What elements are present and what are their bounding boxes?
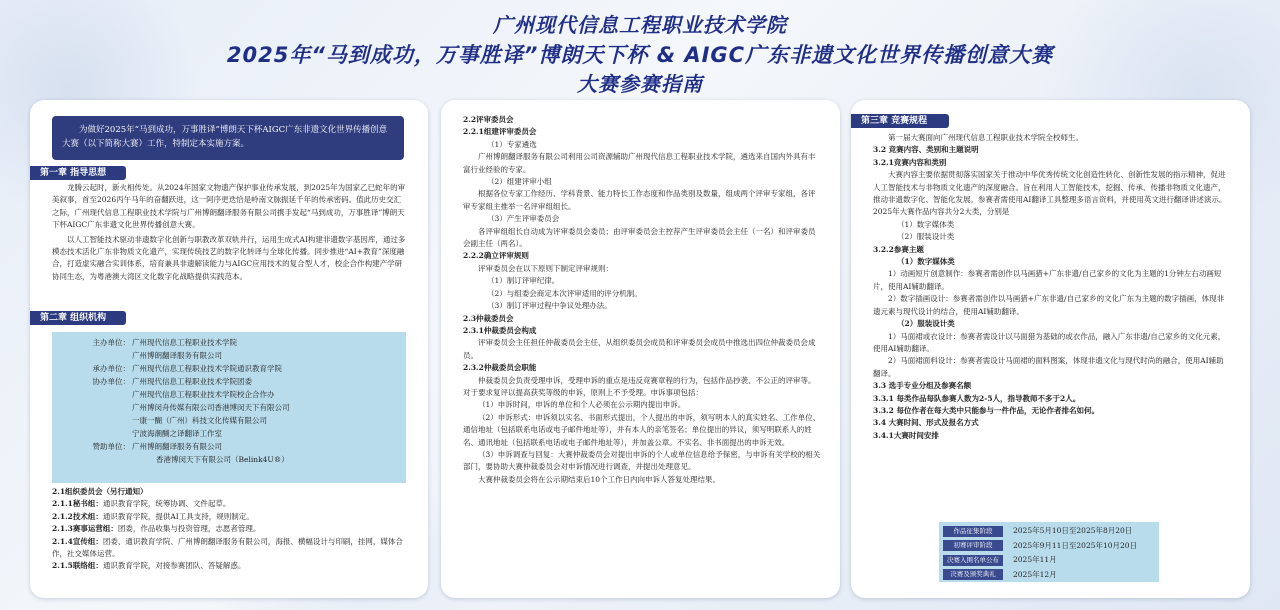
org-value: 广州博朗翻译服务有限公司 — [132, 442, 222, 451]
schedule-label: 作品征集阶段 — [943, 526, 1003, 537]
list-item: （2）申诉形式：申诉须以实名、书面形式提出，个人提出的申诉，须写明本人的真实姓名、工作单位、通信地址（包括联系电话或电子邮件地址等），并有本人的亲笔签名；单位提出的异议，须写明联系人的姓名、通讯地址（包括联系电话或电子邮件地址等），并加盖公章。不实名、非书面提出的申诉无效。 — [463, 412, 821, 447]
org-value: 广州博闵舟传媒有限公司香港博闵天下有限公司 — [132, 403, 290, 412]
list-item: （1）数字媒体类 — [897, 219, 955, 229]
paragraph: 根据各位专家工作经历、学科背景、能力特长工作态度和作品类别及数量，组成两个评审专家组，各评审专家组主推举一名评审组组长。 — [463, 189, 816, 211]
schedule-row — [939, 524, 1159, 539]
org-value: 广州现代信息工程职业技术学院团委 — [132, 377, 252, 386]
section-heading: 2.3.1仲裁委员会构成 — [463, 325, 537, 335]
list-item: （1）制订评审纪律。 — [487, 276, 560, 286]
paragraph: 第一届大赛面向广州现代信息工程职业技术学院全校师生。 — [888, 133, 1083, 142]
panel-left — [30, 100, 428, 598]
list-item: （3）制订评审过程中争议处理办法。 — [487, 301, 612, 311]
committee-details — [463, 114, 821, 486]
schedule-row — [939, 568, 1159, 583]
org-value: 广州现代信息工程职业技术学院 — [132, 338, 237, 347]
list-item: （2）与组委会商定本次评审适用的评分机制。 — [487, 288, 642, 298]
org-value: 广州博朗翻译服务有限公司 — [132, 351, 222, 360]
paragraph: 各评审组组长自动成为评审委员会委员；由评审委员会主控荐产生评审委员会主任（一名）和评审委员会副主任（两名）。 — [463, 226, 816, 249]
chapter-1-heading: 第一章 指导思想 — [30, 166, 126, 180]
committee-heading: 2.1组织委员会（另行通知） — [52, 487, 148, 496]
org-row — [52, 453, 406, 466]
list-item: （3）产生评审委员会 — [487, 214, 560, 224]
section-heading: 3.2.2参赛主题 — [873, 244, 924, 254]
org-row — [52, 375, 406, 388]
panel-middle — [441, 100, 840, 598]
org-value: 广州现代信息工程职业技术学院通识教育学院 — [132, 364, 282, 373]
section-heading: 2.3仲裁委员会 — [463, 313, 514, 323]
schedule-date: 2025年12月 — [1013, 569, 1057, 579]
paragraph: 广州博朗翻译服务有限公司利用公司资源辅助广州现代信息工程职业技术学院，遴选来自国内外具有丰富行业经验的专家。 — [463, 152, 816, 174]
section-heading: 3.4 大赛时间、形式及报名方式 — [873, 418, 979, 428]
schedule-label: 决赛及颁奖典礼 — [943, 569, 1003, 580]
section-heading: 3.4.1大赛时间安排 — [873, 430, 939, 440]
intro-box: 为做好2025年“马到成功，万事胜译”博朗天下杯AIGC广东非遗文化世界传播创意大赛（以下简称大赛）工作，特制定本实施方案。 — [52, 116, 404, 160]
paragraph: 龙腾云起时，新火相传处。从2024年国家文物遗产保护事业传承发展，到2025年为国家乙巳蛇年的审美叙事，首至2026丙午马年的奋翻跃进，这一阿序更迭恰是岭南文脉振延千年的传承密码。值此历史交汇之际，广州现代信息工程职业技术学院与广州博朗翻译服务有限公司携手发起“马到成功，万事胜译”博朗天下杯AIGC广东非遗文化世界传播创意大赛。 — [52, 183, 406, 230]
org-row — [52, 349, 406, 362]
section-heading: 2.2.2确立评审规则 — [463, 251, 529, 261]
schedule-label: 决赛入围名单公布 — [943, 555, 1003, 566]
list-item: （2）服装设计类 — [897, 232, 955, 242]
schedule-date: 2025年9月11日至2025年10月20日 — [1013, 540, 1138, 550]
list-item: （1）数字媒体类 — [897, 257, 955, 267]
schedule-date: 2025年5月10日至2025年8月20日 — [1013, 526, 1133, 536]
paragraph: 评审委员会主任担任仲裁委员会主任，从组织委员会成员和评审委员会成员中推选出四位仲裁委员会成员。 — [463, 338, 816, 360]
chapter-2-heading: 第二章 组织机构 — [30, 311, 126, 325]
org-row — [52, 440, 406, 453]
org-row — [52, 414, 406, 427]
org-label: 协办单位： — [92, 377, 130, 386]
organization-box — [52, 332, 406, 483]
paragraph: 以人工智能技术驱动非遗数字化创新与职教改革双轨并行，运用生成式AI构建非遗数字基因库，通过多模态技术活化广东非物质文化遗产，实现传统技艺的数字化转译与全球化传播。同步推进“AI+教育”深度融合，打造虚实融合实训体系，培育兼具非遗解读能力与AIGC应用技术的复合型人才，校企合作构建产学研协同生态，为粤港澳大湾区文化数字化战略提供实践范本。 — [52, 234, 406, 281]
section-heading: 3.2 竞赛内容、类别和主题说明 — [873, 145, 979, 155]
org-label: 赞助单位： — [92, 442, 130, 451]
org-value: 一康一醐（广州）科技文化传媒有限公司 — [132, 416, 267, 425]
chapter-1-body — [52, 182, 408, 283]
page-header — [0, 10, 1280, 98]
org-label: 承办单位： — [92, 364, 130, 373]
school-title: 广州现代信息工程职业技术学院 — [493, 13, 787, 37]
org-label: 主办单位： — [92, 338, 130, 347]
section-heading: 2.2.1组建评审委员会 — [463, 127, 537, 137]
paragraph: 评审委员会在以下原则下制定评审规则： — [478, 263, 613, 273]
guide-title: 大赛参赛指南 — [577, 72, 703, 96]
org-row — [52, 401, 406, 414]
section-heading: 3.2.1竞赛内容和类别 — [873, 157, 947, 167]
org-value: 香港博闵天下有限公司（Belink4U®） — [156, 455, 289, 464]
committee-item: 2.1.3赛事运营组：团委，作品收集与投资管理，志愿者管理。 — [52, 524, 261, 534]
schedule-box — [939, 522, 1159, 582]
schedule-date: 2025年11月 — [1013, 555, 1057, 565]
list-item: （2）服装设计类 — [897, 319, 955, 329]
paragraph: 1）动画短片创意制作：参赛者需创作以马画猎+广东非遗/自己家乡的文化为主题的1分钟左右动画短片，使用AI辅助翻译。 — [873, 269, 1222, 291]
org-row — [52, 362, 406, 375]
paragraph: 大赛仲裁委员会将在公示期结束后10个工作日内向申诉人答复处理结果。 — [478, 474, 721, 484]
committee-item: 2.1.4宣传组：团委、通识教育学院、广州博朗翻译服务有限公司，海报、横幅设计与印刷，挂网，媒体合作，社交媒体运营。 — [52, 536, 403, 559]
section-heading: 2.3.2仲裁委员会职能 — [463, 363, 537, 373]
paragraph: 2）数字插画设计：参赛者需创作以马画猎+广东非遗/自己家乡的文化广东为主题的数字插画，体现非遗元素与现代设计的结合，使用AI辅助翻译。 — [873, 294, 1225, 316]
schedule-label: 初赛评审阶段 — [943, 540, 1003, 551]
org-row — [52, 336, 406, 349]
org-row — [52, 388, 406, 401]
paragraph: 仲裁委员会负责受理申诉，受理申诉的重点是违反竞赛章程的行为，包括作品抄袭、不公正的评审等。对于要求复评以提高获奖等级的申诉，原则上不予受理。申诉事项包括： — [463, 375, 816, 397]
list-item: （3）申诉调查与回复：大赛仲裁委员会对提出申诉的个人或单位信息给予保密，与申诉有关学校的相关部门，要协助大赛仲裁委员会对申诉情况进行调查，并提出处理意见。 — [463, 449, 821, 472]
chapter-3-heading: 第三章 竞赛规程 — [851, 114, 949, 128]
section-heading: 3.3 选手专业分组及参赛名额 — [873, 381, 972, 391]
committee-item: 2.1.2技术组：通识教育学院，提供AI工具支持，规则制定。 — [52, 511, 254, 521]
committee-item: 2.1.5联络组：通识教育学院，对接参赛团队、答疑解惑。 — [52, 561, 246, 571]
section-heading: 3.3.1 每类作品每队参赛人数为2-5人，指导教师不多于2人。 — [873, 393, 1081, 403]
list-item: （1）申诉时间，申诉的单位和个人必须在公示期内提出申诉。 — [478, 400, 686, 410]
panel-right — [851, 100, 1250, 598]
list-item: （2）组建评审小组 — [487, 177, 552, 187]
section-heading: 2.2评审委员会 — [463, 115, 514, 124]
schedule-row — [939, 539, 1159, 554]
paragraph: 2）马面裙面料设计：参赛者需设计马面裙的面料图案，体现非遗文化与现代时尚的融合，使用AI辅助翻译。 — [873, 356, 1224, 378]
list-item: （1）专家遴选 — [487, 139, 537, 149]
org-value: 广州现代信息工程职业技术学院校企合作办 — [132, 390, 275, 399]
chapter-3-body — [873, 132, 1231, 442]
section-heading: 3.3.2 每位作者在每大类中只能参与一件作品，无论作者排名如何。 — [873, 405, 1099, 415]
paragraph: 1）马面裙或衣设计：参赛者需设计以马面猎为基础的或衣作品，融入广东非遗/自己家乡的文化元素，使用AI辅助翻译。 — [873, 331, 1226, 353]
schedule-row — [939, 553, 1159, 568]
paragraph: 大赛内容主要依据贯彻落实国家关于推动中华优秀传统文化创造性转化、创新性发展的指示精神，促进人工智能技术与非物质文化遗产的深度融合。旨在利用人工智能技术，挖掘、传承、传播非物质文化遗产，推动非遗数字化、智能化发展。参赛者需使用AI翻译工具整理多语言资料，并使用英文进行翻译讲述演示。2025年大赛作品内容共分2大类，分别是 — [873, 170, 1227, 217]
org-value: 宁波海潮醐之译翻译工作室 — [132, 429, 222, 438]
committee-item: 2.1.1秘书组：通识教育学院，统筹协调、文件起草。 — [52, 499, 231, 509]
org-row — [52, 427, 406, 440]
contest-title: 2025年“马到成功，万事胜译”博朗天下杯 & AIGC广东非遗文化世界传播创意大赛 — [226, 43, 1054, 67]
committee-section — [52, 486, 408, 573]
